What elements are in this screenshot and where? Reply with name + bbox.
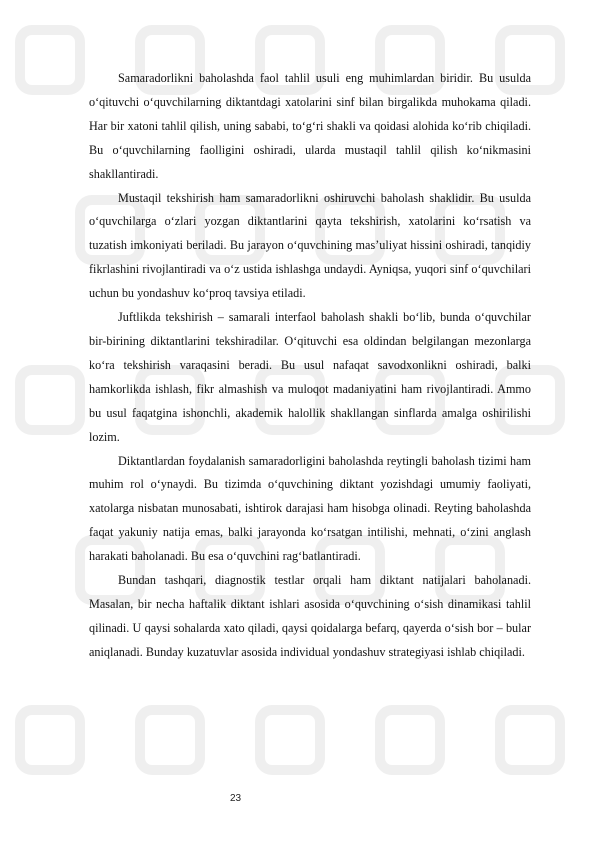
paragraph-2: Mustaqil tekshirish ham samaradorlikni oshiruvchi baholash shaklidir. Bu usulda o‘quvchilarga o‘zlari yozgan diktantlarini qayta tekshirish, xatolarini ko‘rsatish va tuzatish imkoniyati beriladi. Bu jarayon o‘quvchining mas’uliyat hissini oshiradi, tanqidiy fikrlashini rivojlantiradi va o‘z ustida ishlashga undaydi. Ayniqsa, yuqori sinf o‘quvchilari uchun bu yondashuv ko‘proq tavsiya etiladi. [89,190,531,301]
paragraph-5: Bundan tashqari, diagnostik testlar orqali ham diktant natijalari baholanadi. Masalan, bir necha haftalik diktant ishlari asosida o‘quvchining o‘sish dinamikasi tahlil qilinadi. U qaysi sohalarda xato qiladi, qaysi qoidalarga befarq, qayerda o‘sish bor – bular aniqlanadi. Bunday kuzatuvlar asosida individual yondashuv strategiyasi ishlab chiqiladi. [89,573,531,659]
page-number: 23 [230,793,242,804]
paragraph-3: Juftlikda tekshirish – samarali interfaol baholash shakli bo‘lib, bunda o‘quvchilar bir-birining diktantlarini tekshiradilar. O‘qituvchi esa oldindan belgilangan mezonlarga ko‘ra tekshirish varaqasini beradi. Bu usul nafaqat savodxonlikni oshiradi, balki hamkorlikda ishlash, fikr almashish va muloqot madaniyatini ham rivojlantiradi. Ammo bu usul faqatgina ishonchli, akademik halollik shakllangan sinflarda amalga oshirilishi lozim. [89,310,531,444]
paragraph-1: Samaradorlikni baholashda faol tahlil usuli eng muhimlardan biridir. Bu usulda o‘qituvchi o‘quvchilarning diktantdagi xatolarini sinf bilan birgalikda muhokama qiladi. Har bir xatoni tahlil qilish, uning sababi, to‘g‘ri shakli va qoidasi alohida ko‘rib chiqiladi. Bu o‘quvchilarning faolligini oshiradi, ularda mustaqil tahlil qilish ko‘nikmasini shakllantiradi. [89,71,531,181]
document-body [89,67,531,665]
paragraph-4: Diktantlardan foydalanish samaradorligini baholashda reytingli baholash tizimi ham muhim rol o‘ynaydi. Bu tizimda o‘quvchining diktant yozishdagi umumiy faoliyati, xatolarga nisbatan munosabati, ishtirok darajasi ham hisobga olinadi. Reyting baholashda faqat yakuniy natija emas, balki jarayonda ko‘rsatgan intilishi, mehnati, o‘zini anglash harakati baholanadi. Bu esa o‘quvchini rag‘batlantiradi. [89,453,531,564]
